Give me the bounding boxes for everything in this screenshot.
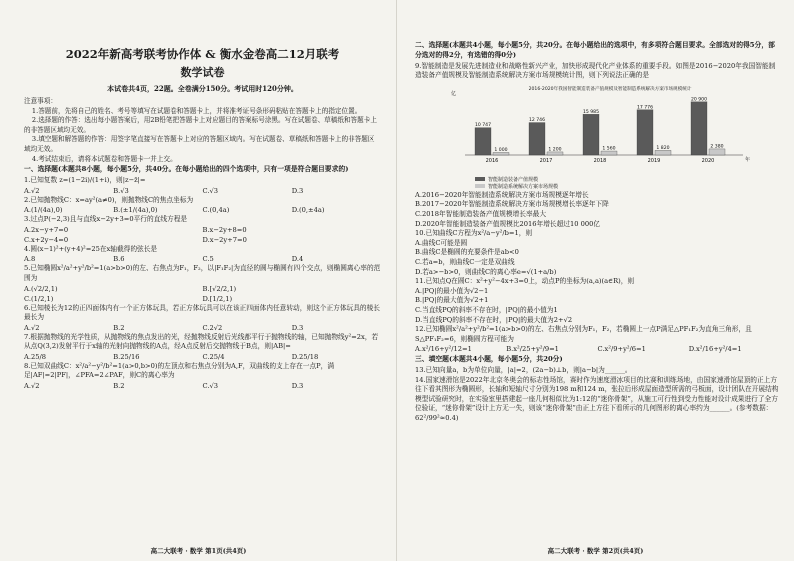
- q7-stem: 7.根据抛物线的光学性质，从抛物线的焦点发出的光，经抛物线反射后光线都平行于抛物线的轴，已知抛物线y²=2x，若从点Q(3,2)发射平行于x轴的光射向抛物线的A点，经A点反射后交抛物线于B点，则|AB|=: [24, 332, 379, 351]
- q10-option-a: A.曲线C可能是圆: [415, 238, 468, 247]
- question-14: 14.国家速滑馆是2022年北京冬奥会的标志性场馆，赛时作为速度滑冰项目的比赛和训练场地，由国家速滑馆屋顶的正上方往下看其图形为椭圆形，长轴和短轴尺寸分别为198 m和124 m，张拉后形成屋面造型所需的弓板面，设计团队在开展结构模型试验研究时，在实验室里搭建起一座几何相似比为1:12的“迷你骨架”，从施工可行性到受力性能对设计成果进行了全方位验证，“迷你骨架”设计上方无一失，则该“迷你骨架”由正上方往下看所示的几何图形的离心率约为______。(参考数据：62²/99²≈0.4): [415, 375, 779, 423]
- q5-stem: 5.已知椭圆x²/a²+y²/b²=1(a>b>0)的左、右焦点为F₁，F₂，以|F₁F₂|为直径的圆与椭圆有四个交点，则椭圆离心率的范围为: [24, 264, 381, 282]
- q6-stem: 6.已知棱长为12的正四面体内有一个正方体玩具，若正方体玩具可以在该正四面体内任意转动，则这个正方体玩具的棱长最长为: [24, 303, 380, 322]
- data-label-2018-series-1: 15 985: [582, 109, 600, 115]
- q12-option-a: A.x²/16+y²/12=1: [415, 345, 472, 354]
- legend-swatch-1: [475, 177, 485, 181]
- bar-2019-series-2: [655, 150, 671, 155]
- q11-option-d: D.当直线PQ的斜率不存在时，|PQ|的最大值为2+√2: [415, 315, 573, 324]
- data-label-2017-series-2: 1 200: [548, 147, 562, 153]
- q2-option-b: B.(±1/(4a),0): [113, 206, 158, 215]
- x-tick-2020: 2020: [701, 157, 715, 164]
- legend-label-2: 智能制造系统解决方案市场规模: [488, 183, 559, 190]
- chart-xlabel: 年: [745, 156, 751, 163]
- notes-heading: 注意事项：: [24, 97, 57, 105]
- q5-option-a: A.(√2/2,1): [24, 284, 58, 293]
- note-3: 3.填空题和解答题的作答：用签字笔直接写在答题卡上对应的答题区域内。写在试题卷、草稿纸和答题卡上的非答题区域均无效。: [24, 135, 375, 153]
- q12-option-d: D.x²/16+y²/4=1: [688, 345, 742, 354]
- q2-option-a: A.(1/(4a),0): [24, 206, 63, 215]
- q7-option-c: C.25/4: [202, 352, 225, 361]
- q7-option-b: B.25/16: [113, 352, 140, 361]
- chart-legend: [475, 177, 780, 191]
- q12-option-b: B.x²/25+y²/9=1: [506, 345, 559, 354]
- bar-2020-series-2: [709, 149, 725, 155]
- data-label-2017-series-1: 12 746: [528, 117, 546, 123]
- q2-option-c: C.(0,4a): [202, 206, 230, 215]
- question-3: [24, 215, 381, 245]
- bar-2018-series-2: [601, 151, 617, 155]
- section-2-heading: 二、选择题(本题共4小题，每小题5分，共20分。在每小题给出的选项中，有多项符合题目要求。全部选对的得5分，部分选对的得2分，有选错的得0分): [415, 41, 775, 59]
- data-label-2019-series-2: 1 820: [656, 145, 670, 151]
- question-8: [24, 362, 381, 391]
- bar-chart: [445, 83, 775, 171]
- data-label-2016-series-1: 10 747: [474, 122, 492, 128]
- q6-options: [24, 323, 381, 333]
- footer-page-2: 高二大联考 · 数学 第2页(共4页): [547, 547, 644, 555]
- q4-option-d: D.4: [291, 255, 304, 264]
- legend-swatch-2: [475, 184, 485, 188]
- q10-option-d: D.若a>−b>0，则曲线C的离心率e=√(1+a/b): [415, 267, 557, 276]
- data-label-2018-series-2: 1 560: [602, 146, 616, 152]
- q5-option-b: B.[√2/2,1): [202, 284, 237, 293]
- q3-option-c: C.x+2y−4=0: [24, 235, 69, 244]
- q10-stem: 10.已知曲线C方程为x²/a−y²/b=1，则: [415, 229, 533, 238]
- q3-options-row2: [24, 235, 381, 245]
- q8-option-a: A.√2: [24, 382, 40, 391]
- question-5: [24, 264, 381, 303]
- q10-option-b: B.曲线C是椭圆的充要条件是ab<0: [415, 248, 519, 257]
- q11-option-b: B.|PQ|的最大值为√2+1: [415, 296, 489, 305]
- legend-label-1: 智能制造装备产值规模: [488, 176, 539, 183]
- question-7: [24, 333, 381, 362]
- q4-stem: 4.圆(x−1)²+(y+4)²=25在x轴截得的弦长是: [24, 244, 158, 253]
- q1-stem: 1.已知复数 z=(1−2i)/(1+i)，则|z−z̄|=: [24, 175, 146, 184]
- q3-options-row1: [24, 225, 381, 235]
- q3-option-a: A.2x−y+7=0: [24, 225, 69, 234]
- q8-option-c: C.√3: [202, 382, 219, 391]
- q4-options: [24, 254, 381, 264]
- q1-option-c: C.√3: [202, 186, 219, 195]
- data-label-2020-series-2: 2 380: [710, 144, 724, 150]
- q8-options: [24, 381, 381, 391]
- x-tick-2018: 2018: [593, 157, 607, 164]
- q1-option-b: B.√3: [113, 186, 129, 195]
- x-tick-2019: 2019: [647, 157, 661, 164]
- q6-option-a: A.√2: [24, 323, 40, 332]
- exam-meta: 本试卷共4页，22题。全卷满分150分。考试用时120分钟。: [107, 84, 298, 93]
- chart-title: 2016-2020年我国智能制造装备产值规模及智能制造系统解决方案市场规模统计: [528, 86, 692, 92]
- q12-stem: 12.已知椭圆x²/a²+y²/b²=1(a>b>0)的左、右焦点分别为F₁，F₂，若椭圆上一点P满足△PF₁F₂为直角三角形，且S△PF₁F₂=6，则椭圆方程可能为: [415, 325, 752, 343]
- q9-stem: 9.智能制造是发展先进制造业和战略性新兴产业，加快形成现代化产业体系的重要手段。如图是2016−2020年我国智能制造装备产值规模及智能制造系统解决方案市场规模统计图，则下列说法正确的是: [415, 61, 776, 80]
- q11-option-c: C.当直线PQ的斜率不存在时，|PQ|的最小值为1: [415, 305, 558, 314]
- exam-subtitle: 数学试卷: [180, 66, 225, 79]
- section-3-heading: 三、填空题(本题共4小题，每小题5分，共20分): [415, 355, 563, 364]
- q2-option-d: D.(0,±4a): [291, 206, 325, 215]
- page-2: [397, 0, 794, 561]
- q9-option-b: B.2017−2020年智能制造系统解决方案市场规模增长率逐年下降: [415, 200, 609, 209]
- q4-option-c: C.5: [202, 255, 214, 264]
- q7-options: [24, 352, 381, 362]
- q12-option-c: C.x²/9+y²/6=1: [597, 345, 646, 354]
- q1-options: [24, 186, 381, 196]
- question-12: [415, 325, 780, 354]
- question-11: [415, 277, 780, 325]
- q10-option-c: C.若a=b，则曲线C一定是双曲线: [415, 257, 515, 266]
- note-2: 2.选择题的作答：选出每小题答案后，用2B铅笔把答题卡上对应题目的答案标号涂黑。写在试题卷、草稿纸和答题卡上的非答题区域均无效。: [24, 116, 377, 134]
- q5-options-row2: [24, 294, 381, 304]
- q12-options: [415, 344, 780, 354]
- q9-option-c: C.2018年智能制造装备产值规模增长率最大: [415, 209, 547, 218]
- q7-option-a: A.25/8: [24, 352, 46, 361]
- bar-2019-series-1: [637, 110, 653, 155]
- q4-option-a: A.8: [24, 255, 36, 264]
- q2-stem: 2.已知抛物线C：x=ay²(a≠0)，则抛物线C的焦点坐标为: [24, 195, 194, 204]
- question-6: [24, 304, 381, 333]
- q6-option-b: B.2: [113, 323, 125, 332]
- section-1-heading: 一、选择题(本题共8小题，每小题5分，共40分。在每小题给出的四个选项中，只有一项是符合题目要求的): [24, 165, 349, 174]
- q9-option-d: D.2020年智能制造装备产值规模比2016年增长超过10 000亿: [415, 219, 601, 228]
- q3-option-d: D.x−2y+7=0: [202, 235, 247, 244]
- question-10: [415, 229, 780, 277]
- data-label-2019-series-1: 17 776: [636, 105, 654, 111]
- question-1: [24, 176, 381, 196]
- question-4: [24, 245, 381, 265]
- bar-2016-series-1: [475, 127, 491, 154]
- note-1: 1.答题前，先将自己的姓名、考号等填写在试题卷和答题卡上，并将准考证号条形码粘贴在答题卡上的指定位置。: [31, 106, 362, 115]
- question-2: [24, 196, 381, 216]
- q11-option-a: A.|PQ|的最小值为√2−1: [415, 286, 489, 295]
- q6-option-c: C.2√2: [202, 323, 223, 332]
- q5-option-c: C.(1/2,1): [24, 294, 54, 303]
- q1-option-d: D.3: [291, 186, 304, 195]
- data-label-2020-series-1: 20 900: [690, 97, 708, 103]
- q8-option-b: B.2: [113, 382, 125, 391]
- question-9: [415, 62, 780, 230]
- q8-option-d: D.3: [291, 382, 304, 391]
- x-tick-2016: 2016: [485, 157, 499, 164]
- legend-item-2: [475, 184, 780, 191]
- q4-option-b: B.6: [113, 255, 125, 264]
- exam-title: 2022年新高考联考协作体 & 衡水金卷高二12月联考: [65, 47, 340, 61]
- question-13: 13.已知向量a，b为单位向量，|a|=2，(2a−b)⊥b，则|a−b|为______。: [415, 366, 632, 375]
- chart-ylabel: 亿: [451, 90, 457, 97]
- bar-2017-series-1: [529, 122, 545, 154]
- footer-page-1: 高二大联考 · 数学 第1页(共4页): [150, 547, 247, 555]
- q5-option-d: D.[1/2,1): [202, 294, 233, 303]
- note-4: 4.考试结束后，请将本试题卷和答题卡一并上交。: [31, 154, 177, 163]
- bar-2020-series-1: [691, 102, 707, 155]
- legend-item-1: [475, 177, 780, 184]
- q8-stem: 8.已知双曲线C：x²/a²−y²/b²=1(a>0,b>0)的左顶点和右焦点分别为A,F，双曲线的支上存在一点P，满足|AF|=2|PF|，∠PFA=2∠PAF，则C的离心率为: [24, 361, 335, 380]
- bar-2018-series-1: [583, 114, 599, 155]
- q7-option-d: D.25/18: [291, 352, 319, 361]
- q3-stem: 3.过点P(−2,3)且与直线x−2y+3=0平行的直线方程是: [24, 215, 188, 224]
- q9-option-a: A.2016−2020年智能制造系统解决方案市场规模逐年增长: [415, 190, 589, 199]
- q5-options-row1: [24, 284, 381, 294]
- q2-options: [24, 205, 381, 215]
- q1-option-a: A.√2: [24, 186, 40, 195]
- q6-option-d: D.3: [291, 323, 304, 332]
- q11-stem: 11.已知点Q在圆C：x²+y²−4x+3=0上，动点P的坐标为(a,a)(a∈R)，则: [415, 277, 635, 286]
- x-tick-2017: 2017: [539, 157, 553, 164]
- q3-option-b: B.x−2y+8=0: [202, 225, 247, 234]
- data-label-2016-series-2: 1 000: [494, 147, 508, 153]
